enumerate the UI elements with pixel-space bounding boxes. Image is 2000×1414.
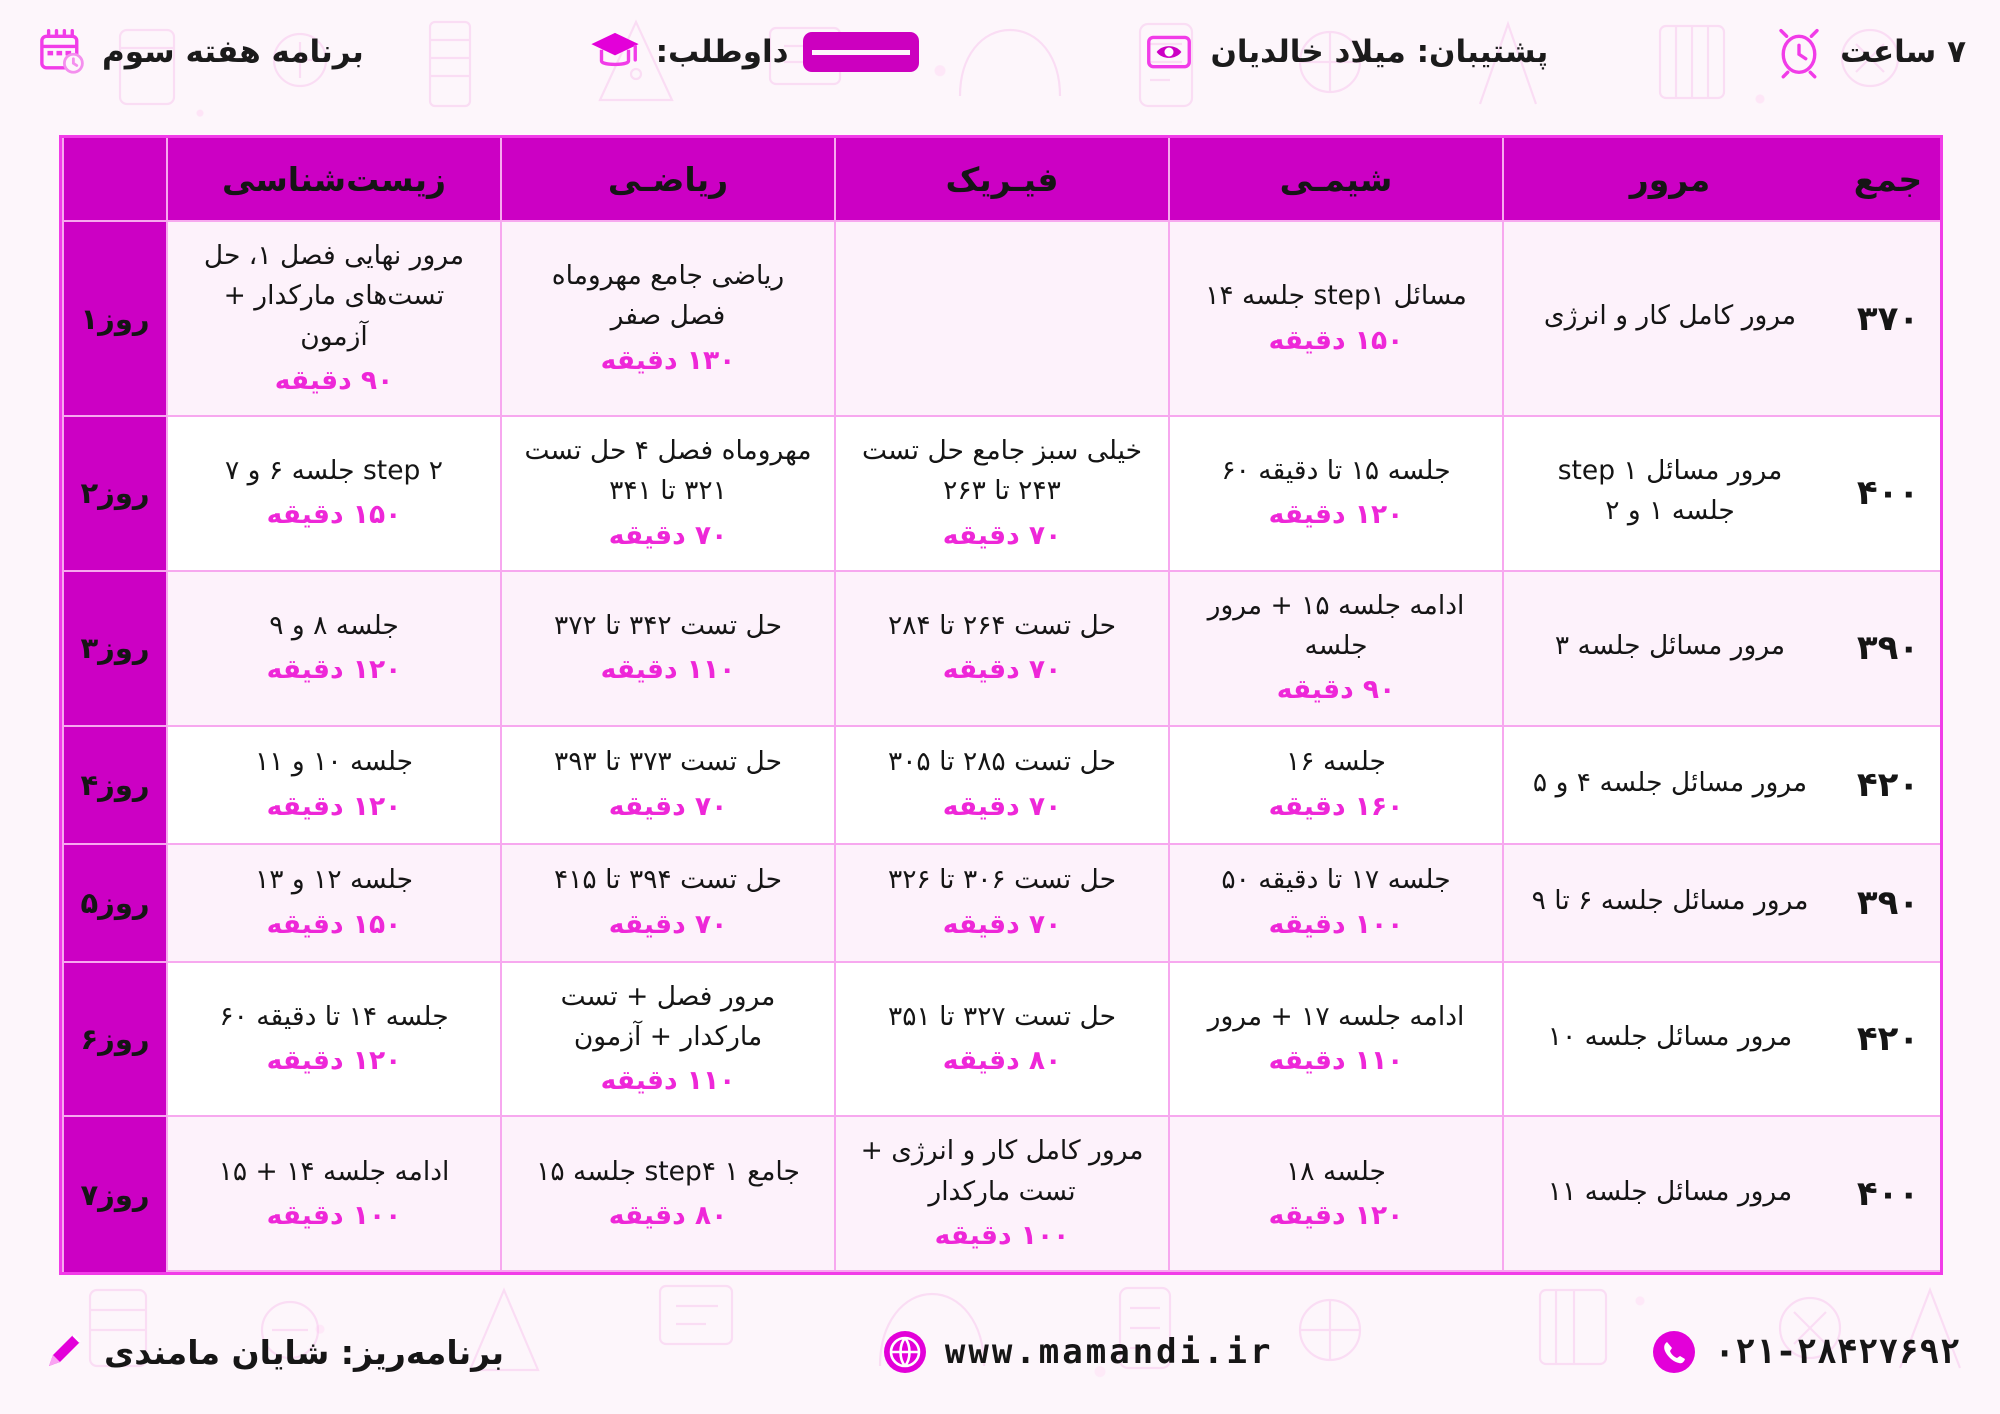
schedule-table-wrapper: [62, 138, 1940, 1272]
planner-label: برنامه‌ریز: شایان مامندی: [104, 1332, 505, 1372]
page-header: [0, 0, 2000, 104]
task-text: مرور مسائل step ۱ جلسه ۱ و ۲: [1557, 455, 1783, 527]
column-header-math: ریاضـی: [500, 138, 834, 222]
page-title: برنامه هفته سوم: [102, 34, 364, 70]
task-text: step ۲ جلسه ۶ و ۷: [225, 455, 443, 487]
cell-math: [500, 1117, 834, 1272]
alarm-clock-icon: [1772, 25, 1826, 79]
cell-math: [500, 222, 834, 417]
task-text: ریاضی جامع مهروماه فصل صفر: [551, 260, 785, 332]
cell-sum: ۴۲۰: [1836, 727, 1940, 845]
table-row: [62, 727, 1940, 845]
cell-day: روز۲: [62, 417, 166, 572]
cell-chemistry: [1168, 222, 1502, 417]
duration-text: ۹۰ دقیقه: [1276, 674, 1396, 706]
task-text: مرور مسائل جلسه ۱۱: [1547, 1175, 1793, 1207]
task-text: جامع ۱ step۴ جلسه ۱۵: [536, 1155, 800, 1187]
duration-text: ۸۰ دقیقه: [942, 1045, 1062, 1077]
cell-review: [1502, 417, 1836, 572]
cell-chemistry: [1168, 963, 1502, 1118]
task-text: مرور نهایی فصل ۱، حل تست‌های مارکدار + آزمون: [203, 240, 465, 352]
task-text: خیلی سبز جامع حل تست ۲۴۳ تا ۲۶۳: [862, 435, 1142, 507]
table-body: [62, 222, 1940, 1272]
cell-review: [1502, 572, 1836, 727]
cell-sum: ۴۲۰: [1836, 963, 1940, 1118]
cell-chemistry: [1168, 417, 1502, 572]
cell-sum: ۳۹۰: [1836, 845, 1940, 963]
cell-physics: [834, 727, 1168, 845]
website-url: www.mamandi.ir: [944, 1332, 1274, 1372]
column-header-physics: فیـریک: [834, 138, 1168, 222]
task-text: حل تست ۳۷۳ تا ۳۹۳: [553, 746, 783, 778]
cell-day: روز۴: [62, 727, 166, 845]
duration-text: ۷۰ دقیقه: [608, 790, 728, 822]
task-text: حل تست ۲۶۴ تا ۲۸۴: [887, 609, 1117, 641]
task-text: جلسه ۸ و ۹: [269, 609, 399, 641]
applicant-group: [588, 25, 919, 79]
task-text: مسائل step۱ جلسه ۱۴: [1205, 280, 1467, 312]
duration-text: ۷۰ دقیقه: [942, 790, 1062, 822]
task-text: مرور کامل کار و انرژی + تست مارکدار: [860, 1135, 1144, 1207]
cell-math: [500, 417, 834, 572]
table-row: [62, 963, 1940, 1118]
task-text: ادامه جلسه ۱۵ + مرور جلسه: [1207, 589, 1465, 662]
cell-chemistry: [1168, 727, 1502, 845]
column-header-chemistry: شیمـی: [1168, 138, 1502, 222]
cell-day: روز۳: [62, 572, 166, 727]
hours-group: [1772, 25, 1966, 79]
table-head: [62, 138, 1940, 222]
cell-review: [1502, 727, 1836, 845]
task-text: مرور مسائل جلسه ۳: [1554, 630, 1786, 662]
cell-sum: ۳۹۰: [1836, 572, 1940, 727]
task-text: مرور مسائل جلسه ۴ و ۵: [1532, 766, 1808, 798]
task-text: مرور فصل + تست مارکدار + آزمون: [560, 980, 776, 1052]
cell-review: [1502, 963, 1836, 1118]
duration-text: ۱۵۰ دقیقه: [266, 908, 402, 940]
task-text: ادامه جلسه ۱۷ + مرور: [1207, 1000, 1465, 1032]
cell-math: [500, 572, 834, 727]
pencil-icon: [40, 1328, 88, 1376]
task-text: حل تست ۳۲۷ تا ۳۵۱: [887, 1000, 1117, 1032]
globe-icon: [881, 1328, 929, 1376]
cell-math: [500, 845, 834, 963]
table-row: [62, 845, 1940, 963]
cell-biology: [166, 572, 500, 727]
cell-physics: [834, 845, 1168, 963]
column-header-review: مرور: [1502, 138, 1836, 222]
task-text: مرور مسائل جلسه ۶ تا ۹: [1531, 884, 1809, 916]
duration-text: ۱۲۰ دقیقه: [266, 1045, 402, 1077]
task-text: جلسه ۱۵ تا دقیقه ۶۰: [1221, 455, 1451, 487]
task-text: حل تست ۳۰۶ تا ۳۲۶: [887, 864, 1117, 896]
supporter-label: پشتیبان: میلاد خالدیان: [1210, 34, 1549, 70]
cell-review: [1502, 222, 1836, 417]
header-row: [62, 138, 1940, 222]
column-header-biology: زیست‌شناسی: [166, 138, 500, 222]
table-row: [62, 417, 1940, 572]
schedule-table: [62, 138, 1940, 1272]
cell-physics: [834, 572, 1168, 727]
cell-biology: [166, 727, 500, 845]
phone-group[interactable]: [1650, 1328, 1960, 1376]
task-text: ادامه جلسه ۱۴ + ۱۵: [218, 1155, 450, 1187]
phone-number: ۰۲۱-۲۸۴۲۷۶۹۲: [1714, 1332, 1960, 1372]
task-text: حل تست ۲۸۵ تا ۳۰۵: [887, 746, 1117, 778]
duration-text: ۱۱۰ دقیقه: [600, 1065, 736, 1097]
hours-label: ۷ ساعت: [1840, 34, 1966, 70]
cell-math: [500, 727, 834, 845]
duration-text: ۱۱۰ دقیقه: [600, 654, 736, 686]
cell-math: [500, 963, 834, 1118]
task-text: جلسه ۱۷ تا دقیقه ۵۰: [1221, 864, 1451, 896]
task-text: جلسه ۱۰ و ۱۱: [254, 746, 414, 778]
website-group[interactable]: [881, 1328, 1274, 1376]
phone-icon: [1650, 1328, 1698, 1376]
table-row: [62, 572, 1940, 727]
cell-sum: ۳۷۰: [1836, 222, 1940, 417]
duration-text: ۱۲۰ دقیقه: [1268, 499, 1404, 531]
duration-text: ۱۵۰ دقیقه: [1268, 324, 1404, 356]
duration-text: ۱۰۰ دقیقه: [1268, 908, 1404, 940]
cell-day: روز۱: [62, 222, 166, 417]
cell-day: روز۵: [62, 845, 166, 963]
cell-physics: [834, 417, 1168, 572]
column-header-sum: جمع: [1836, 138, 1940, 222]
cell-chemistry: [1168, 845, 1502, 963]
applicant-label: داوطلب:: [655, 34, 789, 70]
cell-biology: [166, 845, 500, 963]
task-text: حل تست ۳۴۲ تا ۳۷۲: [553, 609, 783, 641]
task-text: جلسه ۱۸: [1286, 1155, 1386, 1187]
page-footer: [0, 1290, 2000, 1414]
planner-group: [40, 1328, 504, 1376]
duration-text: ۱۶۰ دقیقه: [1268, 790, 1404, 822]
duration-text: ۷۰ دقیقه: [942, 519, 1062, 551]
task-text: مرور مسائل جلسه ۱۰: [1547, 1020, 1793, 1052]
task-text: مرور کامل کار و انرژی: [1543, 300, 1797, 332]
page-title-group: [34, 25, 364, 79]
cell-day: روز۷: [62, 1117, 166, 1272]
table-row: [62, 222, 1940, 417]
cell-chemistry: [1168, 572, 1502, 727]
duration-text: ۷۰ دقیقه: [942, 654, 1062, 686]
cell-biology: [166, 222, 500, 417]
task-text: جلسه ۱۲ و ۱۳: [254, 864, 414, 896]
task-text: مهروماه فصل ۴ حل تست ۳۲۱ تا ۳۴۱: [524, 435, 812, 507]
duration-text: ۱۲۰ دقیقه: [1268, 1199, 1404, 1231]
table-row: [62, 1117, 1940, 1272]
column-header-day: [62, 138, 166, 222]
duration-text: ۱۱۰ دقیقه: [1268, 1045, 1404, 1077]
applicant-redacted-value: [803, 32, 919, 72]
duration-text: ۷۰ دقیقه: [608, 519, 728, 551]
cell-biology: [166, 1117, 500, 1272]
cell-day: روز۶: [62, 963, 166, 1118]
cell-sum: ۴۰۰: [1836, 417, 1940, 572]
calendar-icon: [34, 25, 88, 79]
task-text: حل تست ۳۹۴ تا ۴۱۵: [553, 864, 783, 896]
cell-physics: [834, 963, 1168, 1118]
duration-text: ۱۲۰ دقیقه: [266, 790, 402, 822]
duration-text: ۱۰۰ دقیقه: [934, 1219, 1070, 1251]
cell-chemistry: [1168, 1117, 1502, 1272]
cell-physics: [834, 1117, 1168, 1272]
eye-card-icon: [1142, 25, 1196, 79]
cell-biology: [166, 417, 500, 572]
cell-sum: ۴۰۰: [1836, 1117, 1940, 1272]
cell-review: [1502, 845, 1836, 963]
task-text: جلسه ۱۶: [1286, 746, 1386, 778]
duration-text: ۱۲۰ دقیقه: [266, 654, 402, 686]
duration-text: ۱۰۰ دقیقه: [266, 1199, 402, 1231]
duration-text: ۱۵۰ دقیقه: [266, 499, 402, 531]
cell-biology: [166, 963, 500, 1118]
cell-review: [1502, 1117, 1836, 1272]
duration-text: ۷۰ دقیقه: [608, 908, 728, 940]
cell-physics: [834, 222, 1168, 417]
duration-text: ۷۰ دقیقه: [942, 908, 1062, 940]
duration-text: ۹۰ دقیقه: [274, 364, 394, 396]
duration-text: ۸۰ دقیقه: [608, 1199, 728, 1231]
task-text: جلسه ۱۴ تا دقیقه ۶۰: [219, 1000, 449, 1032]
supporter-group: [1142, 25, 1548, 79]
graduation-cap-icon: [588, 25, 642, 79]
duration-text: ۱۳۰ دقیقه: [600, 344, 736, 376]
